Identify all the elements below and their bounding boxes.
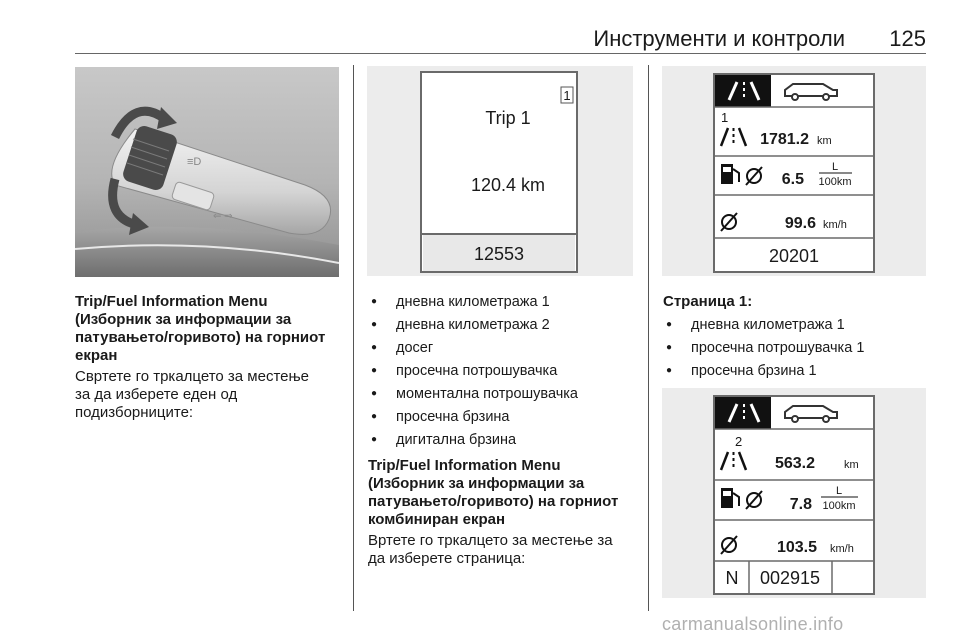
list-item: ● просечна брзина [368,408,643,431]
section-heading-combined-display [368,457,643,529]
paragraph-line: Свртете го тркалцето за местење [75,368,310,385]
column-divider [648,65,649,611]
column-divider [353,65,354,611]
list-item: ● дневна километража 1 [368,293,643,316]
paragraph-line: подизборниците: [75,404,194,421]
trip-computer-display-page2 [662,388,926,598]
avg-consumption-value: 7.8 [789,496,812,513]
fuel-unit-bottom: 100km [822,500,856,512]
trip-title: Trip 1 [485,108,531,128]
list-item: ● просечна потрошувачка [368,362,643,385]
heading-line: Trip/Fuel Information Menu [368,457,561,474]
heading-line: (Изборник за информации за [75,311,292,328]
paragraph-line: за да изберете еден од [75,386,238,403]
section-heading-upper-display [75,293,345,365]
page-number: 125 [889,26,926,51]
stalk-control-photo [75,67,339,277]
paragraph-line: Вртете го тркалцето за местење за [368,532,613,549]
submenu-list [368,293,643,454]
speed-unit: km/h [830,543,854,555]
watermark: carmanualsonline.info [662,614,844,634]
heading-line: екран [75,347,118,364]
list-item: ● дигитална брзина [368,431,643,454]
svg-text:≡D: ≡D [187,156,202,168]
heading-line: Trip/Fuel Information Menu [75,293,268,310]
heading-line: комбиниран екран [368,511,506,528]
list-item: ● дневна километража 2 [368,316,643,339]
avg-speed-value: 103.5 [776,539,817,556]
heading-line: патувањето/горивото) на горниот [75,329,326,346]
avg-consumption-value: 6.5 [781,171,804,188]
body-paragraph [75,368,345,422]
page-label: Страница 1: [663,293,753,310]
body-paragraph [368,532,643,568]
paragraph-line: да изберете страница: [368,550,526,567]
trip-computer-display-page1 [662,66,926,276]
gear-indicator: N [725,568,739,588]
page-header-title: Инструменти и контроли [593,26,845,51]
heading-line: патувањето/горивото) на горниот [368,493,619,510]
list-item: ● досег [368,339,643,362]
fuel-unit-top: L [835,485,843,497]
header-divider [75,53,926,54]
list-item: ● просечна потрошувачка 1 [663,339,925,362]
list-item: ● моментална потрошувачка [368,385,643,408]
svg-text:⇐ ⇒: ⇐ ⇒ [213,211,233,222]
list-item: ● просечна брзина 1 [663,362,925,385]
fuel-unit-bottom: 100km [818,176,852,188]
avg-speed-value: 99.6 [784,215,816,232]
trip-index: 1 [721,110,729,125]
distance-unit: km [844,459,859,471]
trip-display-panel [367,66,633,276]
trip-distance-value: 1781.2 [760,131,809,148]
speed-unit: km/h [823,219,847,231]
trip-index: 2 [735,434,743,449]
distance-unit: km [817,135,832,147]
heading-line: (Изборник за информации за [368,475,585,492]
odometer-value: 002915 [759,568,821,588]
trip-distance-value: 563.2 [774,455,815,472]
list-item: ● дневна километража 1 [663,316,925,339]
odometer-value: 12553 [473,244,525,264]
trip-distance-value: 120.4 km [470,175,546,195]
odometer-value: 20201 [768,246,820,266]
trip-number-tag: 1 [563,88,571,103]
page1-list [663,316,925,385]
fuel-unit-top: L [831,161,839,173]
